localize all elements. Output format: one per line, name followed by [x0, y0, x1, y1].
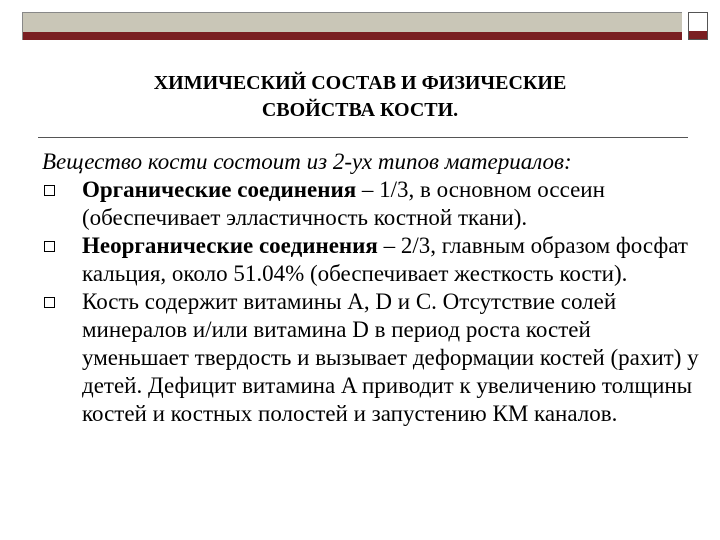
item-bold-term: Органические соединения: [82, 177, 357, 202]
corner-accent-line: [689, 31, 707, 39]
hollow-square-icon: [44, 185, 55, 196]
hollow-square-icon: [44, 241, 55, 252]
slide-body: [42, 148, 702, 428]
header-decor-bar: [22, 12, 682, 40]
item-text: – 2/3, главным образом фосфат кальция, около 51.04% (обеспечивает жесткость кости).: [82, 233, 688, 286]
item-text: – 1/3, в основном оссеин (обеспечивает элластичность костной ткани).: [82, 177, 605, 230]
page-title: [40, 70, 680, 124]
list-item: [42, 288, 702, 428]
title-line-1: ХИМИЧЕСКИЙ СОСТАВ И ФИЗИЧЕСКИЕ: [153, 72, 567, 94]
hollow-square-icon: [44, 297, 55, 308]
corner-decor-box: [688, 12, 708, 40]
bullet-list: [42, 176, 702, 428]
list-item: [42, 176, 702, 232]
intro-text: Вещество кости состоит из 2-ух типов материалов:: [42, 149, 572, 174]
title-line-2: СВОЙСТВА КОСТИ.: [261, 99, 459, 121]
item-bold-term: Неорганические соединения: [82, 233, 378, 258]
list-item: [42, 232, 702, 288]
item-text: Кость содержит витамины A, D и C. Отсутствие солей минералов и/или витамина D в период роста костей уменьшает твердость и вызывает деформации костей (рахит) у детей. Дефицит витамина A приводит к увеличению толщины костей и костных полостей и запустению КМ каналов.: [82, 289, 699, 426]
header-accent-line: [23, 32, 682, 40]
title-divider: [38, 137, 688, 138]
